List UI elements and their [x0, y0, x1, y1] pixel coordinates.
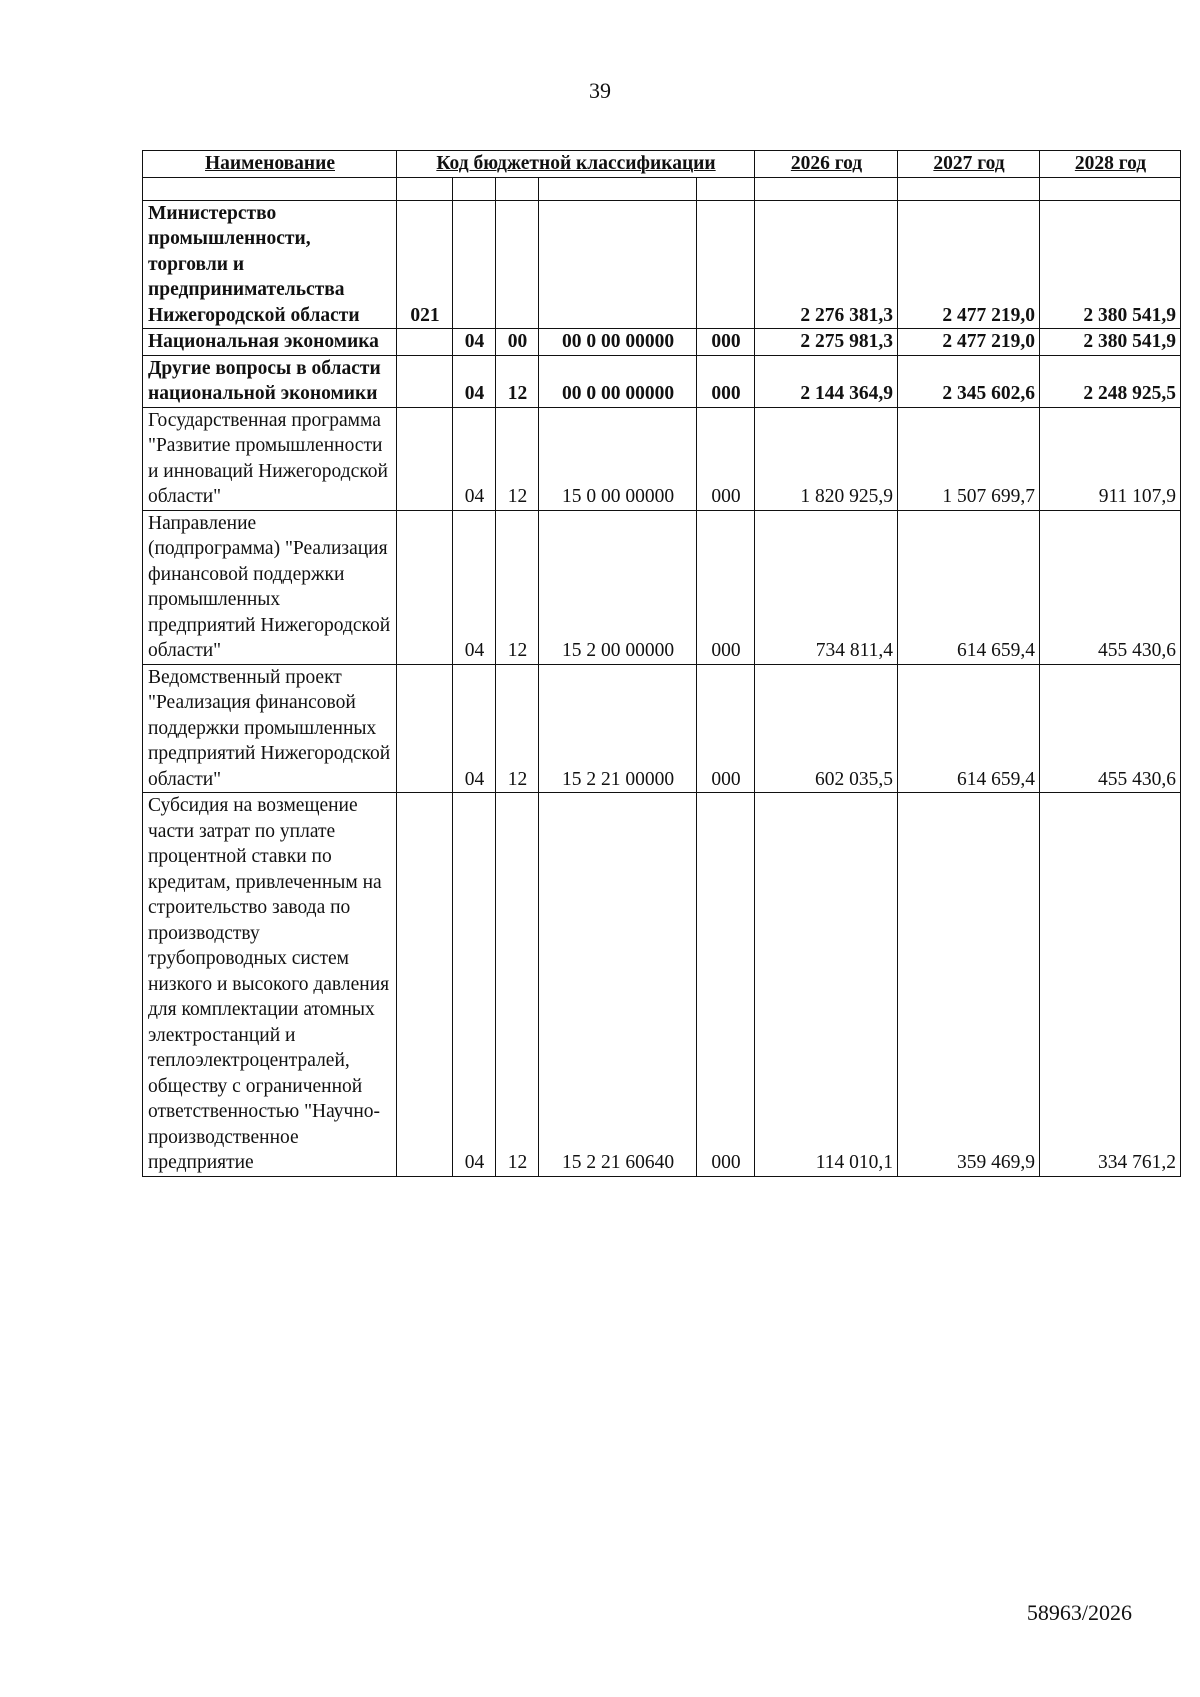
row-code-ministry: [397, 407, 453, 510]
row-code-expense-type: 000: [697, 407, 755, 510]
table-row: [143, 355, 1181, 407]
row-code-ministry: [397, 510, 453, 664]
row-value-2027: 2 477 219,0: [898, 329, 1040, 356]
header-name: Наименование: [143, 151, 397, 178]
row-code-target: 15 0 00 00000: [539, 407, 697, 510]
row-value-2026: 2 276 381,3: [755, 200, 898, 329]
row-code-ministry: [397, 793, 453, 1177]
header-2027: 2027 год: [898, 151, 1040, 178]
row-value-2027: 2 477 219,0: [898, 200, 1040, 329]
row-value-2027: 2 345 602,6: [898, 355, 1040, 407]
budget-table: [142, 150, 1181, 1177]
row-code-section: 04: [453, 329, 496, 356]
row-value-2028: 334 761,2: [1040, 793, 1181, 1177]
row-code-section: [453, 200, 496, 329]
header-2028: 2028 год: [1040, 151, 1181, 178]
row-code-target: 15 2 21 60640: [539, 793, 697, 1177]
table-row: [143, 510, 1181, 664]
row-code-expense-type: 000: [697, 664, 755, 793]
table-row: [143, 200, 1181, 329]
row-code-ministry: [397, 329, 453, 356]
row-code-expense-type: 000: [697, 793, 755, 1177]
row-code-expense-type: 000: [697, 329, 755, 356]
header-2026: 2026 год: [755, 151, 898, 178]
row-code-expense-type: 000: [697, 355, 755, 407]
table-row: [143, 329, 1181, 356]
row-value-2027: 614 659,4: [898, 510, 1040, 664]
document-code: 58963/2026: [1026, 1600, 1132, 1625]
row-name: Направление (подпрограмма) "Реализация финансовой поддержки промышленных предприятий Нижегородской области": [143, 510, 397, 664]
row-name: Министерство промышленности, торговли и предпринимательства Нижегородской области: [143, 200, 397, 329]
row-value-2028: 2 380 541,9: [1040, 200, 1181, 329]
row-code-ministry: [397, 355, 453, 407]
row-value-2028: 2 248 925,5: [1040, 355, 1181, 407]
row-code-ministry: [397, 664, 453, 793]
table-row: [143, 407, 1181, 510]
page-number: 39: [589, 78, 611, 103]
row-name: Субсидия на возмещение части затрат по уплате процентной ставки по кредитам, привлеченным на строительство завода по производству трубопроводных систем низкого и высокого давления для комплектации атомных электростанций и теплоэлектроцентралей, обществу с ограниченной ответственностью "Научно-производственное предприятие: [143, 793, 397, 1177]
row-code-section: 04: [453, 355, 496, 407]
row-code-subsection: [496, 200, 539, 329]
row-value-2026: 114 010,1: [755, 793, 898, 1177]
row-code-subsection: 12: [496, 407, 539, 510]
row-code-target: [539, 200, 697, 329]
row-value-2028: 2 380 541,9: [1040, 329, 1181, 356]
row-code-subsection: 12: [496, 355, 539, 407]
row-value-2027: 359 469,9: [898, 793, 1040, 1177]
row-code-section: 04: [453, 793, 496, 1177]
header-code: Код бюджетной классификации: [397, 151, 755, 178]
row-code-target: 15 2 00 00000: [539, 510, 697, 664]
row-code-section: 04: [453, 510, 496, 664]
row-code-subsection: 12: [496, 664, 539, 793]
row-value-2028: 455 430,6: [1040, 664, 1181, 793]
row-code-target: 15 2 21 00000: [539, 664, 697, 793]
row-value-2026: 1 820 925,9: [755, 407, 898, 510]
row-value-2026: 602 035,5: [755, 664, 898, 793]
row-name: Другие вопросы в области национальной экономики: [143, 355, 397, 407]
row-code-section: 04: [453, 407, 496, 510]
row-value-2028: 455 430,6: [1040, 510, 1181, 664]
row-code-expense-type: [697, 200, 755, 329]
row-name: Национальная экономика: [143, 329, 397, 356]
row-code-subsection: 12: [496, 510, 539, 664]
row-value-2027: 1 507 699,7: [898, 407, 1040, 510]
row-code-target: 00 0 00 00000: [539, 329, 697, 356]
table-row: [143, 664, 1181, 793]
row-value-2028: 911 107,9: [1040, 407, 1181, 510]
row-code-target: 00 0 00 00000: [539, 355, 697, 407]
row-code-subsection: 12: [496, 793, 539, 1177]
row-value-2026: 2 144 364,9: [755, 355, 898, 407]
row-code-ministry: 021: [397, 200, 453, 329]
table-row: [143, 793, 1181, 1177]
table-spacer-row: [143, 177, 1181, 200]
row-code-subsection: 00: [496, 329, 539, 356]
row-name: Государственная программа "Развитие промышленности и инноваций Нижегородской области": [143, 407, 397, 510]
row-value-2027: 614 659,4: [898, 664, 1040, 793]
row-value-2026: 734 811,4: [755, 510, 898, 664]
row-code-section: 04: [453, 664, 496, 793]
row-code-expense-type: 000: [697, 510, 755, 664]
row-value-2026: 2 275 981,3: [755, 329, 898, 356]
row-name: Ведомственный проект "Реализация финансовой поддержки промышленных предприятий Нижегородской области": [143, 664, 397, 793]
table-header-row: [143, 151, 1181, 178]
